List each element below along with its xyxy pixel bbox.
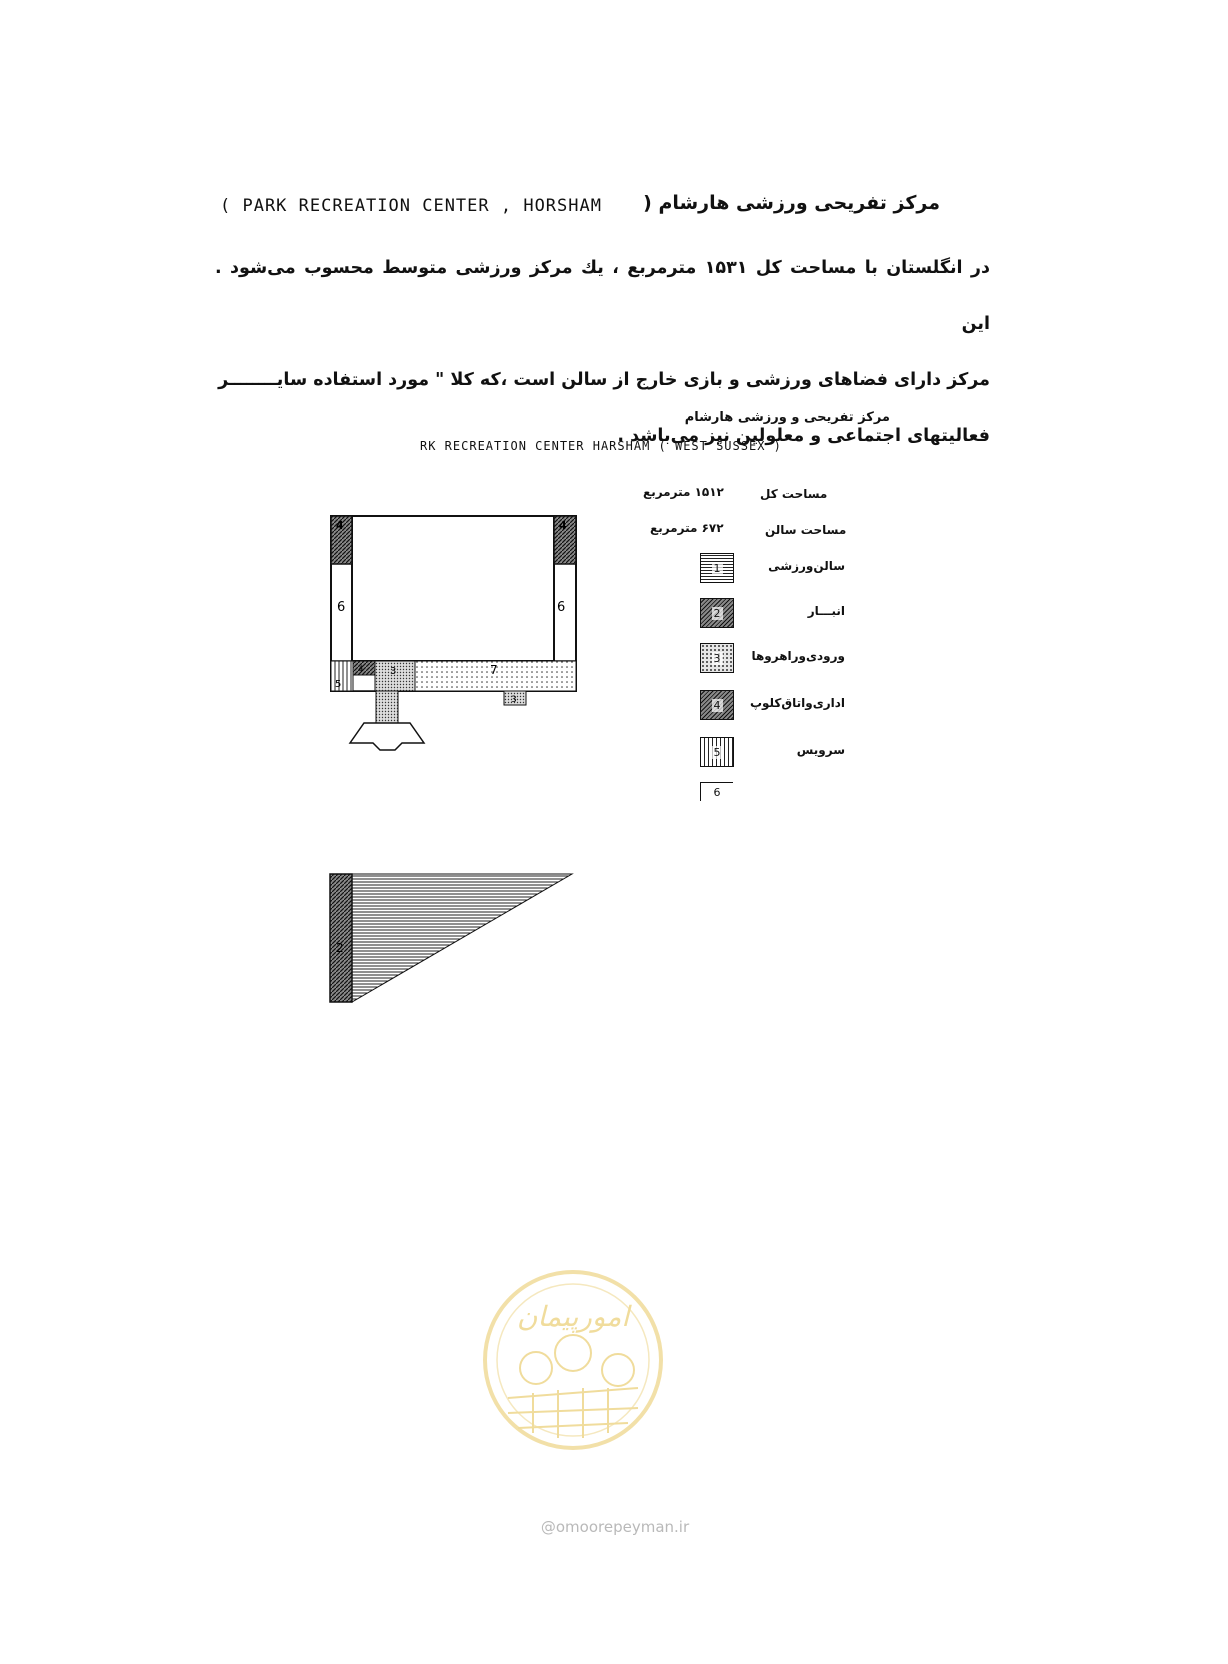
plan-label: 4 (559, 519, 567, 532)
total-area-label: مساحت کل (760, 487, 828, 501)
heading-line (220, 192, 940, 228)
legend-label: اداری‌واتاق‌کلوپ (749, 696, 845, 710)
legend-number: 3 (713, 651, 721, 665)
fragment-label: 2 (336, 941, 344, 955)
legend-label: ورودی‌وراهروها (751, 649, 845, 663)
watermark-logo (478, 1268, 668, 1453)
heading-persian: مرکز تفریحی ورزشی هارشام ( (643, 192, 940, 214)
figure-title-persian: مرکز تفریحی و ورزشی هارشام (684, 410, 890, 425)
watermark-url: @omoorepeyman.ir (540, 1518, 690, 1536)
plan-label: 4 (336, 519, 344, 532)
entrance-canopy (350, 723, 424, 750)
main-hall (352, 516, 554, 661)
legend-label: سرویس (796, 743, 845, 757)
heading-english: ( PARK RECREATION CENTER , HORSHAM (220, 196, 602, 216)
entrance-corridor (376, 691, 398, 723)
plan-label: 6 (557, 600, 566, 615)
legend-swatch-6 (700, 782, 733, 801)
legend-number: 6 (713, 785, 721, 799)
legend-label: انبـــار (807, 604, 845, 618)
legend-number: 1 (713, 561, 721, 575)
plan-label: 3 (390, 666, 397, 677)
paragraph-line: مرکز دارای فضاهای ورزشی و بازی خارج از سالن است ،که کلا " مورد استفاده سایــــــــر (218, 370, 990, 390)
plan-label: 7 (490, 663, 498, 677)
plan-label: 5 (335, 679, 342, 690)
legend-number: 2 (713, 606, 721, 620)
figure-title-english: RK RECREATION CENTER HARSHAM ( WEST SUSSEX ) (420, 439, 782, 453)
room-4-small (353, 661, 375, 675)
plan-label: 3 (511, 695, 517, 705)
hall-area-value: ۶۷۲ مترمربع (650, 521, 724, 535)
floor-plan (330, 515, 610, 795)
legend-number: 5 (713, 745, 721, 759)
body-paragraph (215, 240, 990, 464)
watermark-logo-text: امورپیمان (516, 1300, 630, 1333)
legend-label: سالن‌ورزشی (768, 559, 845, 573)
legend-number: 4 (713, 698, 721, 712)
plan-label: 6 (337, 600, 346, 615)
plan-label: 4 (358, 665, 364, 675)
paragraph-line: در انگلستان با مساحت کل ۱۵۳۱ مترمربع ، یك مرکز ورزشی متوسط محسوب می‌شود . این (215, 258, 990, 334)
total-area-value: ۱۵۱۲ مترمربع (643, 485, 724, 499)
lower-diagram-fragment (328, 872, 578, 1007)
paragraph-line: فعالیتهای اجتماعی و معلولین نیز می‌باشد . (617, 426, 990, 446)
hall-area-label: مساحت سالن (765, 523, 847, 537)
